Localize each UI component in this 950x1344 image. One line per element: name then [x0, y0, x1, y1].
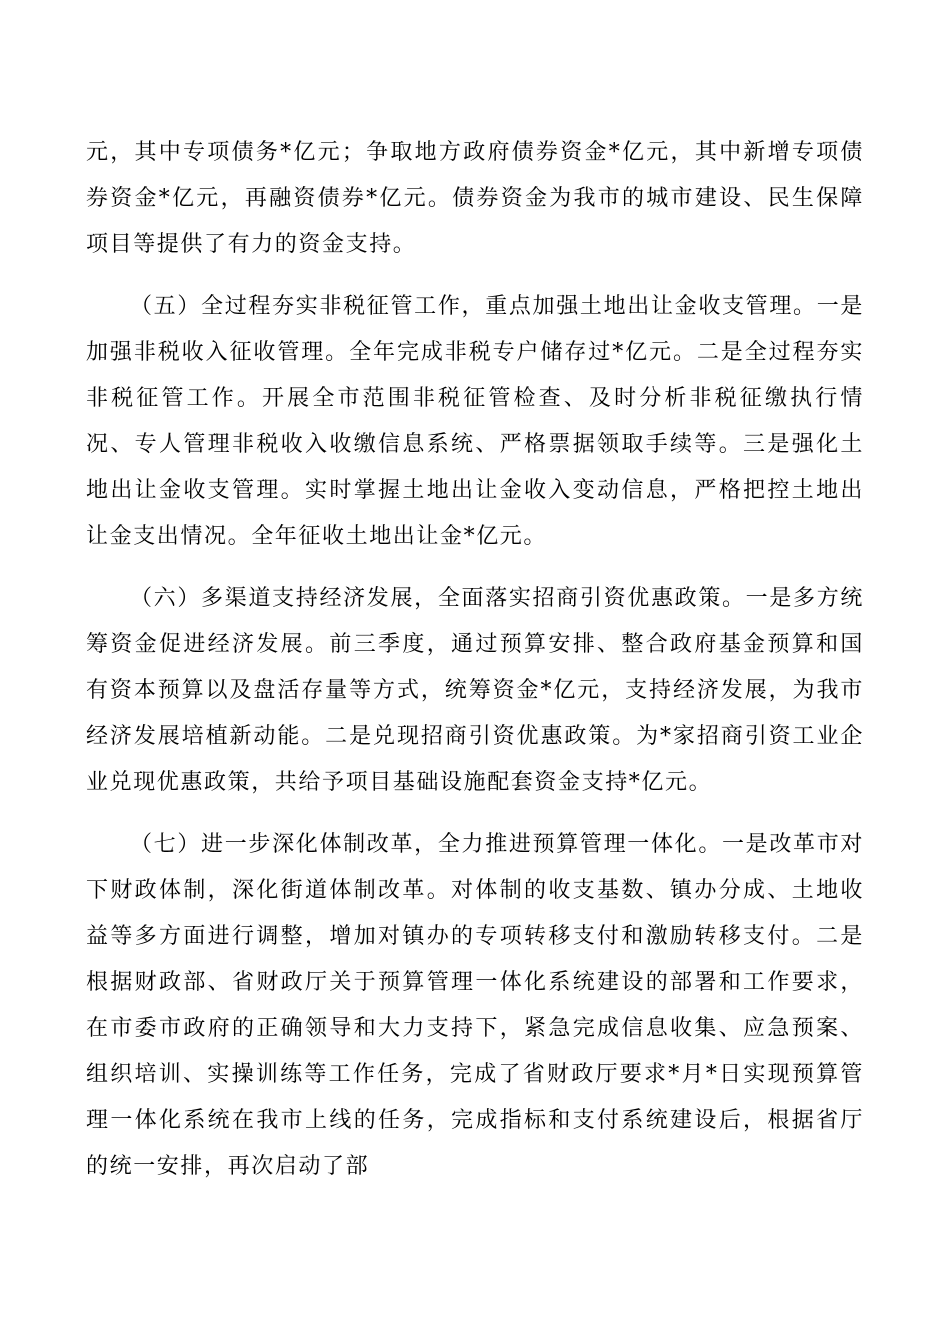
paragraph-continuation: 元，其中专项债务*亿元；争取地方政府债券资金*亿元，其中新增专项债券资金*亿元，再融资债券*亿元。债券资金为我市的城市建设、民生保障项目等提供了有力的资金支持。: [86, 140, 864, 257]
paragraph-section-5: （五）全过程夯实非税征管工作，重点加强土地出让金收支管理。一是加强非税收入征收管理。全年完成非税专户储存过*亿元。二是全过程夯实非税征管工作。开展全市范围非税征管检查、及时分析非税征缴执行情况、专人管理非税收入收缴信息系统、严格票据领取手续等。三是强化土地出让金收支管理。实时掌握土地出让金收入变动信息，严格把控土地出让金支出情况。全年征收土地出让金*亿元。: [86, 294, 864, 549]
paragraph-section-7: （七）进一步深化体制改革，全力推进预算管理一体化。一是改革市对下财政体制，深化街道体制改革。对体制的收支基数、镇办分成、土地收益等多方面进行调整，增加对镇办的专项转移支付和激励转移支付。二是根据财政部、省财政厅关于预算管理一体化系统建设的部署和工作要求，在市委市政府的正确领导和大力支持下，紧急完成信息收集、应急预案、组织培训、实操训练等工作任务，完成了省财政厅要求*月*日实现预算管理一体化系统在我市上线的任务，完成指标和支付系统建设后，根据省厅的统一安排，再次启动了部: [86, 832, 864, 1179]
paragraph-section-6: （六）多渠道支持经济发展，全面落实招商引资优惠政策。一是多方统筹资金促进经济发展。前三季度，通过预算安排、整合政府基金预算和国有资本预算以及盘活存量等方式，统筹资金*亿元，支持经济发展，为我市经济发展培植新动能。二是兑现招商引资优惠政策。为*家招商引资工业企业兑现优惠政策，共给予项目基础设施配套资金支持*亿元。: [86, 586, 864, 795]
document-body: [86, 130, 864, 1206]
